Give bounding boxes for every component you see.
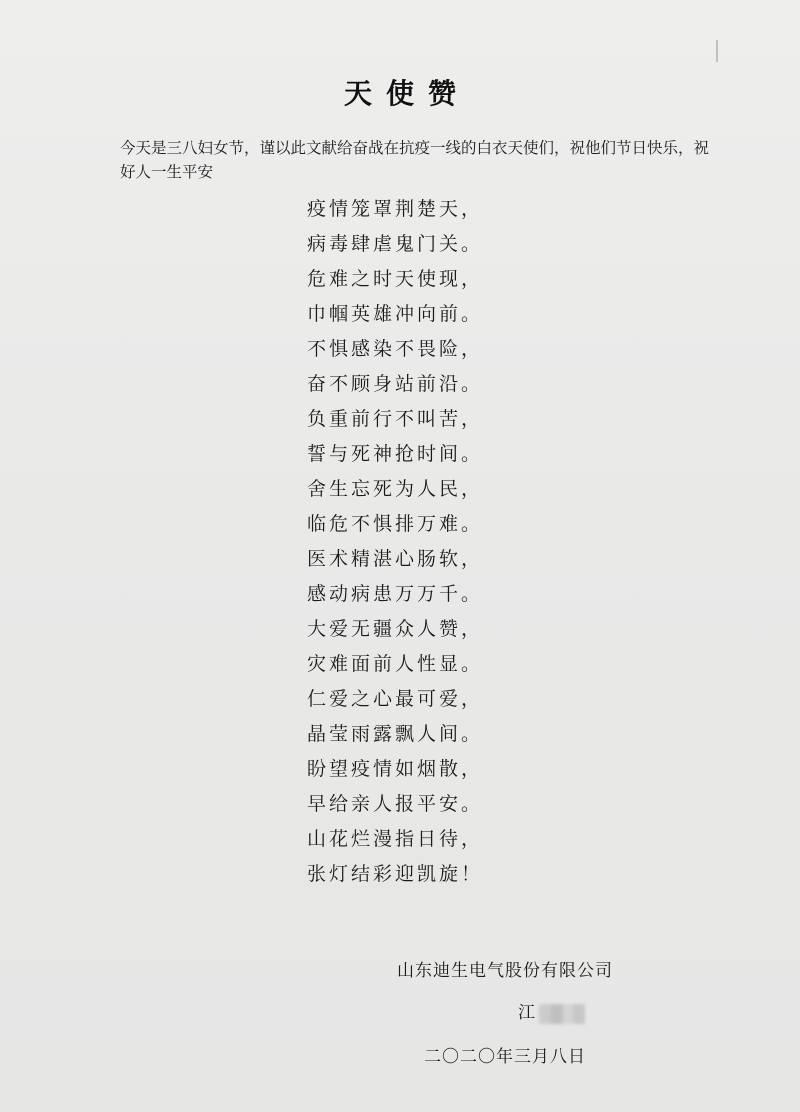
poem-line: 誓与死神抢时间。 xyxy=(307,443,484,465)
paper-edge-mark xyxy=(716,40,718,62)
poem-line: 奋不顾身站前沿。 xyxy=(307,373,484,395)
poem-line: 张灯结彩迎凯旋！ xyxy=(307,863,484,885)
author-surname: 江 xyxy=(518,1003,535,1023)
poem-line: 不惧感染不畏险， xyxy=(307,338,484,360)
poem-line: 巾帼英雄冲向前。 xyxy=(307,303,484,325)
poem-line: 危难之时天使现， xyxy=(307,268,484,290)
poem-line: 仁爱之心最可爱， xyxy=(307,688,484,710)
poem-line: 感动病患万万千。 xyxy=(307,583,484,605)
poem-line: 早给亲人报平安。 xyxy=(307,793,484,815)
poem-line: 山花烂漫指日待， xyxy=(307,828,484,850)
document-date: 二〇二〇年三月八日 xyxy=(424,1047,586,1067)
author-signature xyxy=(518,998,585,1024)
poem-line: 舍生忘死为人民， xyxy=(307,478,484,500)
poem-line: 大爱无疆众人赞， xyxy=(307,618,484,640)
poem-line: 病毒肆虐鬼门关。 xyxy=(307,233,484,255)
poem-line: 负重前行不叫苦， xyxy=(307,408,484,430)
redacted-name-blur xyxy=(539,1004,585,1024)
dedication-paragraph: 今天是三八妇女节，谨以此文献给奋战在抗疫一线的白衣天使们，祝他们节日快乐，祝好人一生平安 xyxy=(120,139,710,181)
document-title: 天使赞 xyxy=(343,77,470,110)
poem-line: 临危不惧排万难。 xyxy=(307,513,484,535)
poem-line: 疫情笼罩荆楚天， xyxy=(307,198,484,220)
poem-line: 盼望疫情如烟散， xyxy=(307,758,484,780)
company-name: 山东迪生电气股份有限公司 xyxy=(397,961,613,981)
poem-line: 晶莹雨露飘人间。 xyxy=(307,723,484,745)
poem-line: 灾难面前人性显。 xyxy=(307,653,484,675)
poem-line: 医术精湛心肠软， xyxy=(307,548,484,570)
poem-body xyxy=(307,192,483,892)
